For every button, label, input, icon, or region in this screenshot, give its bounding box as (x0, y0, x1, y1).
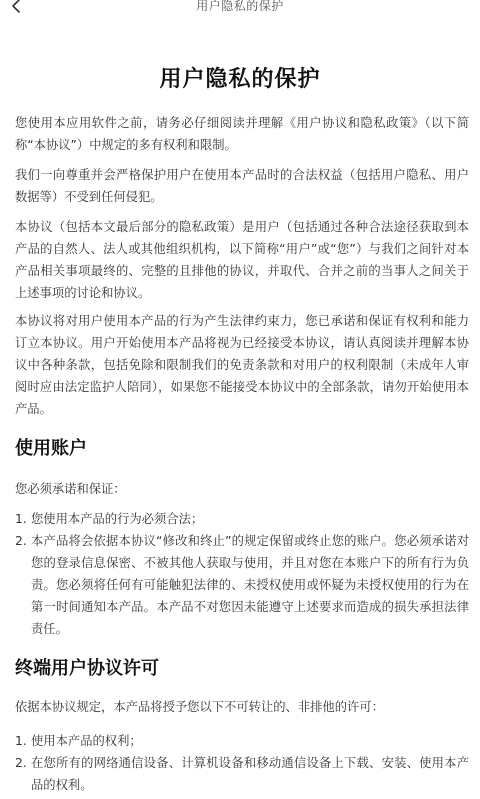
list-item (15, 530, 469, 640)
section-intro-license: 依据本协议规定，本产品将授予您以下不可转让的、非排他的许可： (15, 700, 384, 714)
list-item-number: 1. (15, 512, 27, 526)
list-item-text: 您使用本产品的行为必须合法； (31, 512, 204, 526)
intro-paragraph-1: 您使用本应用软件之前，请务必仔细阅读并理解《用户协议和隐私政策》（以下简称“本协议”）中规定的多有权利和限制。 (15, 116, 469, 152)
list-item (15, 752, 469, 796)
nav-title: 用户隐私的保护 (196, 0, 284, 13)
section-heading-license: 终端用户协议许可 (15, 658, 159, 679)
license-terms-list (15, 730, 469, 796)
section-intro-account: 您必须承诺和保证： (15, 482, 126, 496)
list-item-number: 2. (15, 534, 27, 548)
list-item-number: 2. (15, 756, 27, 770)
navigation-bar (0, 0, 480, 20)
list-item (15, 508, 469, 530)
list-item (15, 730, 469, 752)
page-title: 用户隐私的保护 (159, 67, 321, 92)
account-terms-list (15, 508, 469, 640)
intro-paragraph-4: 本协议将对用户使用本产品的行为产生法律约束力，您已承诺和保证有权利和能力订立本协议。用户开始使用本产品将视为已经接受本协议，请认真阅读并理解本协议中各种条款，包括免除和限制我们的免责条款和对用户的权利限制（未成年人审阅时应由法定监护人陪同），如果您不能接受本协议中的全部条款，请勿开始使用本产品。 (15, 314, 469, 416)
list-item-text: 本产品将会依据本协议“修改和终止”的规定保留或终止您的账户。您必须承诺对您的登录信息保密、不被其他人获取与使用，并且对您在本账户下的所有行为负责。您必须将任何有可能触犯法律的、未授权使用或怀疑为未授权使用的行为在第一时间通知本产品。本产品不对您因未能遵守上述要求而造成的损失承担法律责任。 (31, 534, 469, 636)
section-heading-account: 使用账户 (15, 438, 87, 459)
list-item-number: 1. (15, 734, 27, 748)
list-item-text: 使用本产品的权利； (31, 734, 142, 748)
intro-paragraph-3: 本协议（包括本文最后部分的隐私政策）是用户（包括通过各种合法途径获取到本产品的自然人、法人或其他组织机构，以下简称“用户”或“您”）与我们之间针对本产品相关事项最终的、完整的且排他的协议，并取代、合并之前的当事人之间关于上述事项的讨论和协议。 (15, 220, 469, 300)
list-item-text: 在您所有的网络通信设备、计算机设备和移动通信设备上下载、安装、使用本产品的权利。 (31, 756, 469, 792)
intro-paragraph-2: 我们一向尊重并会严格保护用户在使用本产品时的合法权益（包括用户隐私、用户数据等）不受到任何侵犯。 (15, 168, 469, 204)
